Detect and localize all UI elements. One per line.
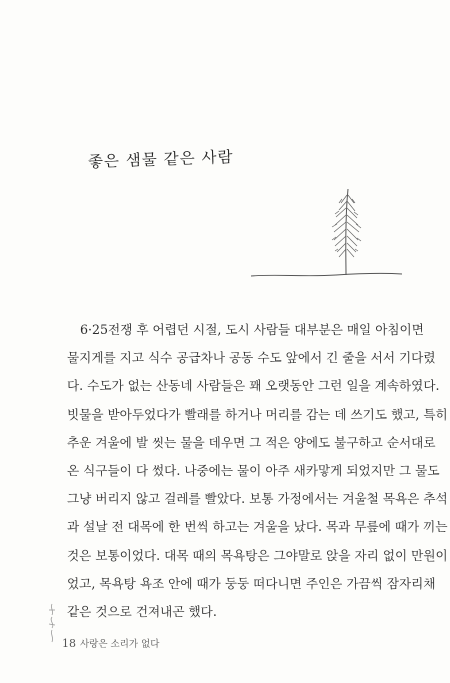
body-line: 과 설날 전 대목에 한 번씩 하고는 겨울을 났다. 목과 무릎에 때가 끼는 <box>67 519 448 535</box>
body-line: 같은 것으로 건져내곤 했다. <box>67 604 217 620</box>
body-line: 다. 수도가 없는 산동네 사람들은 꽤 오랫동안 그런 일을 계속하였다. <box>67 378 440 394</box>
tree-sketch-icon <box>246 183 406 285</box>
body-line: 것은 보통이었다. 대목 때의 목욕탕은 그야말로 앉을 자리 없이 만원이 <box>67 547 448 563</box>
body-line: 그냥 버리지 않고 걸레를 빨았다. 보통 가정에서는 겨울철 목욕은 추석 <box>67 491 448 507</box>
page-footer <box>62 636 159 650</box>
body-line: 온 식구들이 다 썼다. 나중에는 물이 아주 새카맣게 되었지만 그 물도 <box>67 463 440 479</box>
vertical-margin-mark-icon <box>46 602 58 644</box>
body-line: 빗물을 받아두었다가 빨래를 하거나 머리를 감는 데 쓰기도 했고, 특히 <box>67 406 448 422</box>
body-line: 추운 겨울에 발 씻는 물을 데우면 그 적은 양에도 불구하고 순서대로 <box>67 434 436 450</box>
page-number: 18 <box>62 637 76 650</box>
body-paragraph <box>67 316 448 626</box>
body-line: 물지게를 지고 식수 공급차나 공동 수도 앞에서 긴 줄을 서서 기다렸 <box>67 350 436 366</box>
running-title: 사랑은 소리가 없다 <box>80 639 160 650</box>
chapter-title: 좋은 샘물 같은 사람 <box>87 147 234 171</box>
body-line: 었고, 목욕탕 욕조 안에 때가 둥둥 떠다니면 주인은 가끔씩 잠자리채 <box>67 575 436 591</box>
body-line: 6·25전쟁 후 어렵던 시절, 도시 사람들 대부분은 매일 아침이면 <box>80 322 424 337</box>
